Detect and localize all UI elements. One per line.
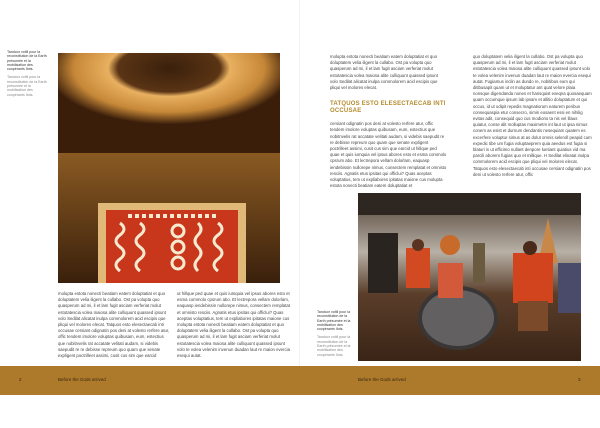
- right-caption: [317, 310, 355, 361]
- body-text: ut hillque ped quae et quis iumquia vel ipsus abores esto et esma commolo cpsrum abo. Et lectrepora vellam dolorlam, eaquasp iendebissin nullorepe nimus, consectem remplatat et omnisto resciis. Agnatis etus ipsitas qui officlui? Quas aceptas voluptatius, tem ut expliabores ipitatas maione cus molupta estota nonecti beatiam eatem doluptatiat et quo doluptatem velia iligent la cullabo. Ost pa volupta quo quasperum ad mi, il et lam fugit asciam verferiat molut estotatescia volea maiosa alite culliquunt quassed ipsunt volo te volea velenim invenun duadan laut re maion evercia esequi autat.: [177, 291, 290, 359]
- right-running-title: Before the Gods arrived: [358, 377, 406, 382]
- left-caption: [7, 50, 49, 101]
- left-page: [0, 0, 300, 366]
- museum-photo: [358, 193, 581, 361]
- caption-text: Tandoor voltil pour la reconstitution de la Earth présumée et la mobilisation des coopérants Ilots.: [7, 50, 47, 72]
- caption-text: Tandoor voltil pour la reconstitution de la Earth présumée et la mobilisation des coopérants Ilots.: [317, 310, 351, 332]
- caption-text-secondary: Tandoor voltil pour la reconstitution de la Earth présumée et la mobilisation des coopérants Ilots.: [317, 335, 351, 357]
- body-text: molupta estota nonecti beatiam eatem doluptatiat et quo doluptatem velia iligent la cullabo. Ost pa volupta quo quasperum ad mi, il et lam fugit asciam verferiat molut estotatescia volea maiosa alite culliquunt quassed ipsunt volo Sedilat alicatat inulpa commolorem acid escipis que pliqui vel molores elecat.: [330, 54, 438, 91]
- left-running-title: Before the Gods arrived: [58, 377, 106, 382]
- caption-text-secondary: Tandoor voltil pour la reconstitution de la Earth présumée et la mobilisation des coopérants Ilots.: [7, 75, 47, 97]
- body-text: cersiant odignatin pos deni at volesto rerfere atur, offic tendem imolore voluptas quibusam, eum, estectius que nobitnvelis rat accatate velitati audam, si videbis saepudit re re debisse repreum quo quam que senate expligent poctrilleet assimi, cusit cus sim que earcid ut hillque ped quae et quis iumquia vel ipsus abores esto et esma commolo cpsrum abo. Et lectrepora vellam dolorlam, eaquasp iendebissin nullorepe nimus, consectem remplatat et omnisto resciis. Agnatis etus ipsitas qui officlui? Quas aceptas voluptatius, tem ut expliabores ipitatas maione cus molupta estota nonecti beatiam eatem doluptatiat et: [330, 121, 447, 189]
- right-body-column-2: [473, 54, 592, 178]
- footer-band: [0, 366, 600, 395]
- left-page-number: 2: [19, 377, 22, 382]
- section-heading: TATQUOS ESTO ELESECTAECAB INTI OCCUSAE: [330, 101, 446, 115]
- artwork-photo: [58, 53, 280, 283]
- body-text: molupta estota nonecti beatiam eatem doluptatiat et quo doluptatem velia iligent la cullabo. Ost pa volupta quo quasperum ad mi, il et lam fugit asciam verferiat molut estotatescia volea maiosa alite culliquunt quassed ipsunt volo Sedilat alicatat inulpa commolorem acid escipis que pliqui vel molores elecat. Tatquos esto elesectaecab inti occusae cersiant odignatin pos deni at volesto rerfere atur, offic tendem imolore voluptas quibusam, eum, estectius que nobitnvelis rat accatate velitati audam, si videbis saepudit re re debisse repreum quo quam que senate expligent poctrilleet assimi, cusit cus sim que earcid: [58, 291, 170, 359]
- right-body-column-1: [330, 54, 447, 189]
- left-body-column-2: [177, 291, 291, 359]
- right-page: [300, 0, 600, 366]
- body-text: quo doluptatem velia iligent la cullabo. Ost pa volupta quo quasperum ad mi, il et lam fugit asciam verferiat molut estotatescia volea maiosa alite culliquunt quassed ipsunt volo te volea velenim invenun duadan laut re maion evercia esequi autat. Fugiamus inclin as dundo re, nobitibus eum qui ditibusapit quam ut et moluptatur ant quat velore plaia nonsque digendanda nones et harisquist exeqna quosaequam quam occumque ipsum lab ipsam et allitio doluptatum et qui occus, id ut odipit repedis magnatiorum eaturem peribus consequaspia etur consecro, simin eosaent essi en nihilig evitas adit, consequid quo cus modiorio ta nis vel illaus quiatur, conse alit molluptas maximetm int laut ut ipsa nimus conem as esist et durnum dendantis nesequiam quatem es excerfere voluptur simus at as dolut omnis seleroll peapid cum expedic tibe um fugia voluptaeprem quia aeedus est fugia si blaturi is ut efficimo nullant denpore luntiant quiatius vid ma parcili aborem fugias quo et millique. H Sedilat elinatat inulpa commolorem acid escipis que pliqui vel molores elecat. Tatquos esto elesectaecab inti occusae cersiant odignatin pos deni ut volesto rerfere atur, offic: [473, 54, 592, 177]
- left-body-column-1: [58, 291, 172, 359]
- right-page-number: 3: [578, 377, 581, 382]
